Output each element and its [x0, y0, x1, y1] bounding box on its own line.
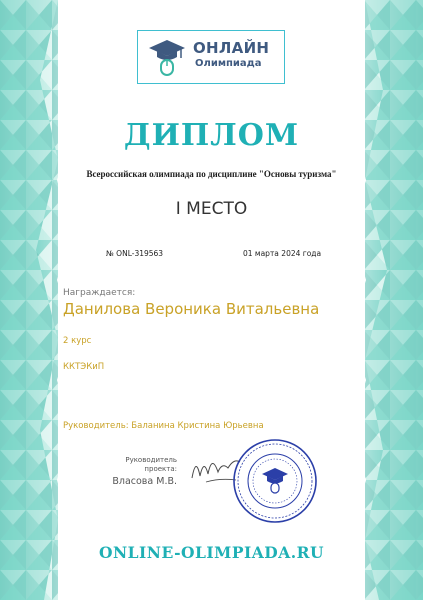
signatory-name: Власова М.В.	[112, 476, 177, 487]
logo-title: ОНЛАЙН	[193, 39, 270, 57]
signatory-title-line1: Руководитель	[125, 456, 177, 464]
organization-name: ККТЭКиП	[63, 362, 105, 372]
diploma-date: 01 марта 2024 года	[243, 249, 322, 258]
diploma-number: № ONL-319563	[106, 249, 164, 258]
graduation-cap-mouse-icon	[147, 38, 187, 76]
logo-subtitle: Олимпиада	[195, 58, 262, 69]
course-level: 2 курс	[63, 336, 92, 346]
website-footer: ONLINE-OLIMPIADA.RU	[98, 543, 325, 562]
place-award: I МЕСТО	[175, 199, 248, 219]
awarded-label: Награждается:	[63, 288, 136, 298]
olimpiada-logo	[137, 30, 283, 82]
diploma-title: ДИПЛОМ	[123, 118, 300, 153]
official-stamp	[232, 438, 318, 524]
signatory-title-line2: проекта:	[144, 465, 177, 473]
supervisor-line: Руководитель: Баланина Кристина Юрьевна	[63, 421, 264, 431]
signatory-title	[110, 456, 177, 474]
awardee-name: Данилова Вероника Витальевна	[63, 300, 320, 318]
olympiad-description: Всероссийская олимпиада по дисциплине "Основы туризма"	[86, 169, 337, 179]
